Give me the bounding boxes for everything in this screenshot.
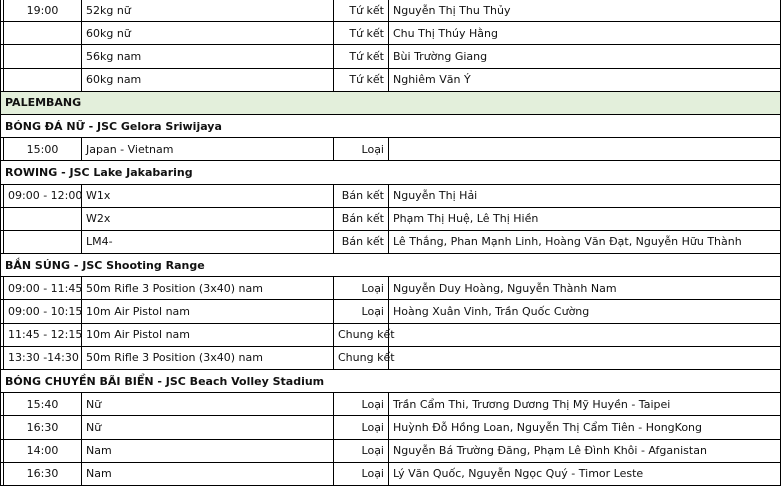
venue-header-row xyxy=(1,370,781,393)
event-cell: W1x xyxy=(82,184,334,207)
athlete-cell xyxy=(389,323,781,346)
venue-name: BẮN SÚNG - JSC Shooting Range xyxy=(1,254,781,277)
time-cell: 09:00 - 12:00 xyxy=(4,184,82,207)
event-row xyxy=(1,300,781,323)
event-row xyxy=(1,277,781,300)
event-row xyxy=(1,22,781,45)
event-cell: W2x xyxy=(82,207,334,230)
athlete-cell: Bùi Trường Giang xyxy=(389,45,781,68)
stage-cell: Loại xyxy=(334,277,389,300)
stage-cell: Loại xyxy=(334,462,389,485)
athlete-cell xyxy=(389,138,781,161)
event-row xyxy=(1,323,781,346)
athlete-cell: Nghiêm Văn Ý xyxy=(389,68,781,91)
athlete-cell: Lý Văn Quốc, Nguyễn Ngọc Quý - Timor Leste xyxy=(389,462,781,485)
event-cell: 50m Rifle 3 Position (3x40) nam xyxy=(82,346,334,369)
stage-cell: Loại xyxy=(334,138,389,161)
stage-cell: Chung kết xyxy=(334,323,389,346)
stage-cell: Bán kết xyxy=(334,184,389,207)
stage-cell: Bán kết xyxy=(334,230,389,253)
stage-cell: Loại xyxy=(334,416,389,439)
venue-header-row xyxy=(1,114,781,137)
event-cell: 60kg nữ xyxy=(82,22,334,45)
event-cell: Japan - Vietnam xyxy=(82,138,334,161)
time-cell: 14:00 xyxy=(4,439,82,462)
athlete-cell: Phạm Thị Huệ, Lê Thị Hiền xyxy=(389,207,781,230)
time-cell xyxy=(4,207,82,230)
event-row xyxy=(1,439,781,462)
time-cell: 19:00 xyxy=(4,0,82,22)
stage-cell: Loại xyxy=(334,439,389,462)
time-cell: 16:30 xyxy=(4,416,82,439)
venue-header-row xyxy=(1,161,781,184)
event-cell: 10m Air Pistol nam xyxy=(82,323,334,346)
athlete-cell: Huỳnh Đỗ Hồng Loan, Nguyễn Thị Cẩm Tiên - HongKong xyxy=(389,416,781,439)
event-row xyxy=(1,68,781,91)
event-cell: Nam xyxy=(82,439,334,462)
city-header-row xyxy=(1,91,781,114)
time-cell: 11:45 - 12:15 xyxy=(4,323,82,346)
stage-cell: Tứ kết xyxy=(334,22,389,45)
event-cell: 56kg nam xyxy=(82,45,334,68)
event-row xyxy=(1,416,781,439)
time-cell xyxy=(4,68,82,91)
venue-header-row xyxy=(1,254,781,277)
stage-cell: Tứ kết xyxy=(334,0,389,22)
event-cell: 50m Rifle 3 Position (3x40) nam xyxy=(82,277,334,300)
event-row xyxy=(1,0,781,22)
stage-cell: Tứ kết xyxy=(334,68,389,91)
venue-name: BÓNG ĐÁ NỮ - JSC Gelora Sriwijaya xyxy=(1,114,781,137)
event-row xyxy=(1,346,781,369)
athlete-cell: Lê Thắng, Phan Mạnh Linh, Hoàng Văn Đạt, Nguyễn Hữu Thành xyxy=(389,230,781,253)
event-row xyxy=(1,45,781,68)
athlete-cell: Nguyễn Bá Trường Đăng, Phạm Lê Đình Khôi - Afganistan xyxy=(389,439,781,462)
venue-name: ROWING - JSC Lake Jakabaring xyxy=(1,161,781,184)
time-cell xyxy=(4,45,82,68)
schedule-body xyxy=(1,0,781,485)
event-row xyxy=(1,462,781,485)
venue-name: BÓNG CHUYỀN BÃI BIỂN - JSC Beach Volley Stadium xyxy=(1,370,781,393)
event-cell: Nam xyxy=(82,462,334,485)
stage-cell: Chung kết xyxy=(334,346,389,369)
event-cell: LM4- xyxy=(82,230,334,253)
event-row xyxy=(1,230,781,253)
event-cell: 10m Air Pistol nam xyxy=(82,300,334,323)
time-cell: 15:00 xyxy=(4,138,82,161)
time-cell: 09:00 - 11:45 xyxy=(4,277,82,300)
event-row xyxy=(1,138,781,161)
stage-cell: Loại xyxy=(334,300,389,323)
time-cell: 09:00 - 10:15 xyxy=(4,300,82,323)
time-cell xyxy=(4,22,82,45)
athlete-cell: Trần Cẩm Thi, Trương Dương Thị Mỹ Huyền - Taipei xyxy=(389,393,781,416)
stage-cell: Tứ kết xyxy=(334,45,389,68)
time-cell: 13:30 -14:30 xyxy=(4,346,82,369)
event-row xyxy=(1,207,781,230)
athlete-cell: Hoàng Xuân Vinh, Trần Quốc Cường xyxy=(389,300,781,323)
time-cell: 16:30 xyxy=(4,462,82,485)
athlete-cell xyxy=(389,346,781,369)
athlete-cell: Nguyễn Thị Hải xyxy=(389,184,781,207)
event-cell: 52kg nữ xyxy=(82,0,334,22)
time-cell: 15:40 xyxy=(4,393,82,416)
event-cell: Nữ xyxy=(82,416,334,439)
city-name: PALEMBANG xyxy=(1,91,781,114)
time-cell xyxy=(4,230,82,253)
stage-cell: Bán kết xyxy=(334,207,389,230)
event-cell: 60kg nam xyxy=(82,68,334,91)
event-row xyxy=(1,393,781,416)
athlete-cell: Chu Thị Thúy Hằng xyxy=(389,22,781,45)
athlete-cell: Nguyễn Thị Thu Thủy xyxy=(389,0,781,22)
event-row xyxy=(1,184,781,207)
event-cell: Nữ xyxy=(82,393,334,416)
athlete-cell: Nguyễn Duy Hoàng, Nguyễn Thành Nam xyxy=(389,277,781,300)
stage-cell: Loại xyxy=(334,393,389,416)
